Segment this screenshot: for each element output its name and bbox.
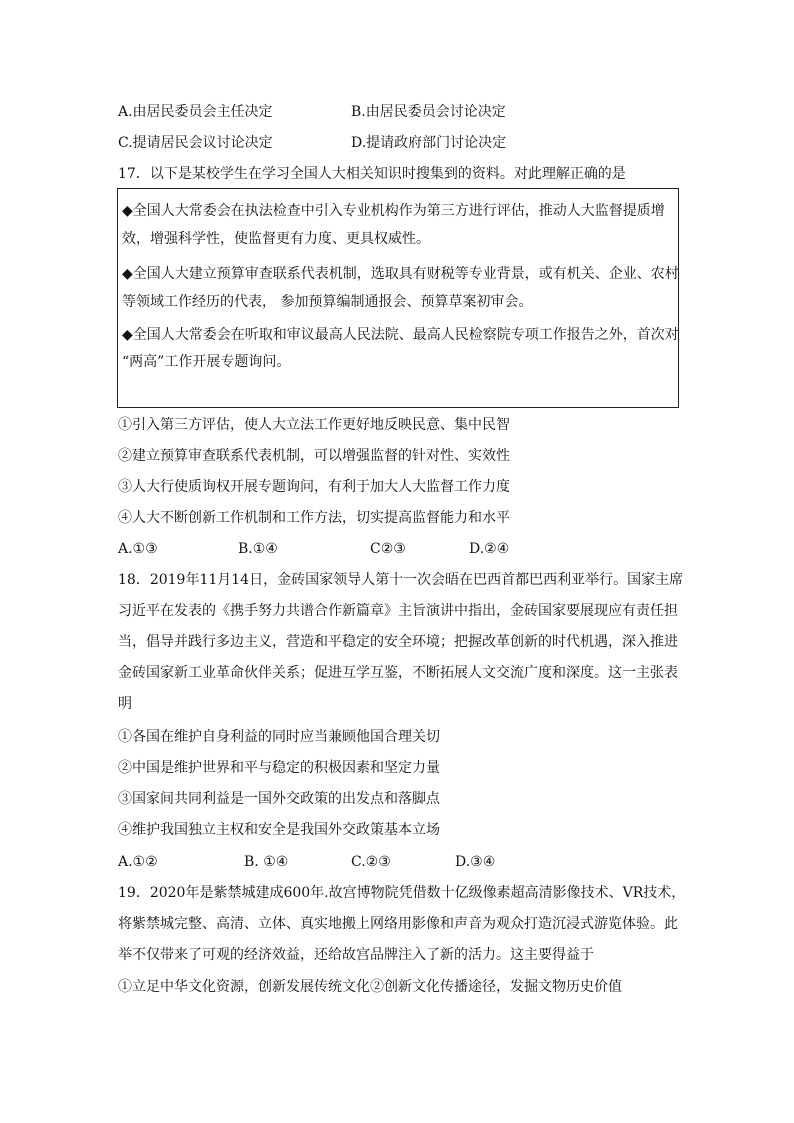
q18-stem-line: 习近平在发表的《携手努力共谱合作新篇章》主旨演讲中指出，金砖国家要展现应有责任担 — [118, 603, 678, 619]
q17-option-d: D.②④ — [469, 541, 510, 557]
q17-material-line: ◆全国人大建立预算审查联系代表机制，选取具有财税等专业背景，或有机关、企业、农村 — [122, 266, 679, 282]
q17-statement-3: ③人大行使质询权开展专题询问，有利于加大人大监督工作力度 — [118, 479, 510, 495]
q18-statement-3: ③国家间共同利益是一国外交政策的出发点和落脚点 — [118, 791, 440, 807]
q16-option-d: D.提请政府部门讨论决定 — [351, 135, 507, 151]
q18-option-b: B. ①④ — [244, 854, 289, 870]
q18-statement-4: ④维护我国独立主权和安全是我国外交政策基本立场 — [118, 822, 440, 838]
q16-option-b: B.由居民委员会讨论决定 — [351, 104, 506, 120]
q18-stem-line: 金砖国家新工业革命伙伴关系；促进互学互鉴，不断拓展人文交流广度和深度。这一主张表 — [118, 665, 678, 681]
q17-stem: 17．以下是某校学生在学习全国人大相关知识时搜集到的资料。对此理解正确的是 — [118, 166, 626, 182]
q17-statement-2: ②建立预算审查联系代表机制，可以增强监督的针对性、实效性 — [118, 448, 510, 464]
q17-statement-1: ①引入第三方评估，使人大立法工作更好地反映民意、集中民智 — [118, 417, 510, 433]
q16-option-a: A.由居民委员会主任决定 — [118, 104, 273, 120]
q18-statement-2: ②中国是维护世界和平与稳定的积极因素和坚定力量 — [118, 760, 440, 776]
q17-statement-4: ④人大不断创新工作机制和工作方法，切实提高监督能力和水平 — [118, 510, 510, 526]
q17-option-c: C②③ — [370, 541, 406, 557]
q18-statement-1: ①各国在维护自身利益的同时应当兼顾他国合理关切 — [118, 729, 440, 745]
q19-stem-line: 举不仅带来了可观的经济效益，还给故宫品牌注入了新的活力。这主要得益于 — [118, 947, 594, 963]
q18-stem-line: 18．2019年11月14日，金砖国家领导人第十一次会晤在巴西首都巴西利亚举行。国家主席 — [118, 572, 684, 588]
q17-material-box — [117, 188, 679, 408]
q17-material-line: “两高”工作开展专题询问。 — [122, 354, 291, 370]
q18-option-c: C.②③ — [351, 854, 391, 870]
q17-material-line: ◆全国人大常委会在听取和审议最高人民法院、最高人民检察院专项工作报告之外，首次对 — [122, 327, 679, 343]
q17-option-a: A.①③ — [118, 541, 158, 557]
q16-option-c: C.提请居民会议讨论决定 — [118, 135, 273, 151]
q17-material-line: ◆全国人大常委会在执法检查中引入专业机构作为第三方进行评估，推动人大监督提质增 — [122, 203, 665, 219]
q18-stem-line: 当，倡导并践行多边主义，营造和平稳定的安全环境；把握改革创新的时代机遇，深入推进 — [118, 634, 678, 650]
q19-stem-line: 将紫禁城完整、高清、立体、真实地搬上网络用影像和声音为观众打造沉浸式游览体验。此 — [118, 916, 678, 932]
q19-stem-line: ①立足中华文化资源，创新发展传统文化②创新文化传播途径，发掘文物历史价值 — [118, 979, 622, 995]
q17-material-line: 效，增强科学性，使监督更有力度、更具权威性。 — [122, 231, 430, 247]
q18-option-a: A.①② — [118, 854, 158, 870]
q18-option-d: D.③④ — [455, 854, 496, 870]
q17-material-line: 等领域工作经历的代表， 参加预算编制通报会、预算草案初审会。 — [122, 294, 533, 310]
q17-option-b: B.①④ — [238, 541, 278, 557]
q18-stem-line: 明 — [118, 696, 132, 712]
q19-stem-line: 19．2020年是紫禁城建成600年.故宫博物院凭借数十亿级像素超高清影像技术、VR技术， — [118, 885, 686, 901]
